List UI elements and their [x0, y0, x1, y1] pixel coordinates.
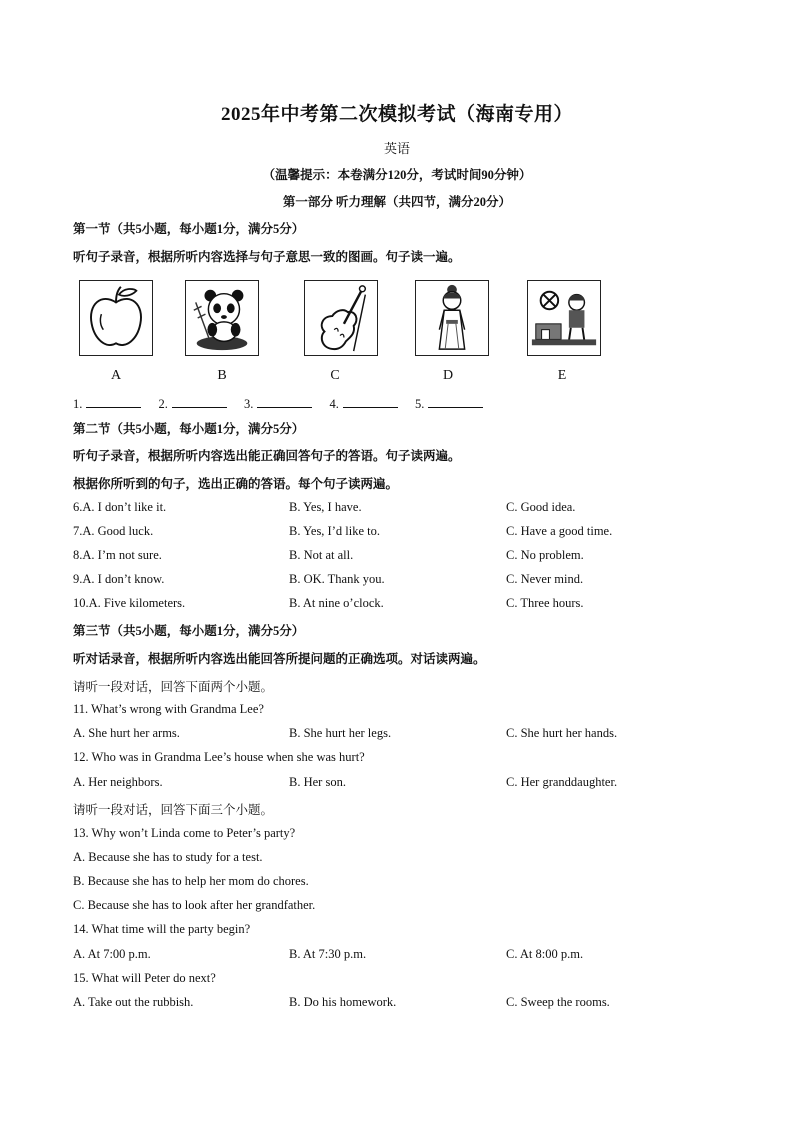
question-14: 14. What time will the party begin?: [73, 922, 251, 936]
section2-heading: 第二节（共5小题，每小题1分，满分5分）: [73, 422, 305, 436]
girl-hanfu-icon: [416, 281, 488, 355]
exam-tip: （温馨提示：本卷满分120分，考试时间90分钟）: [262, 168, 532, 182]
picture-e: [527, 280, 601, 356]
option-9a: 9.A. I don’t know.: [73, 572, 165, 586]
option-11c: C. She hurt her hands.: [506, 726, 618, 740]
answer-blank[interactable]: [428, 396, 483, 408]
dialog1-intro: 请听一段对话，回答下面两个小题。: [73, 680, 274, 694]
option-13a: A. Because she has to study for a test.: [73, 850, 263, 864]
picture-b: [185, 280, 259, 356]
option-9b: B. OK. Thank you.: [289, 572, 385, 586]
question-13: 13. Why won’t Linda come to Peter’s party?: [73, 826, 296, 840]
section2-instruction-2: 根据你所听到的句子，选出正确的答语。每个句子读两遍。: [73, 477, 399, 491]
blank-label: 3.: [244, 397, 254, 411]
answer-blank[interactable]: [343, 396, 398, 408]
picture-d: [415, 280, 489, 356]
option-12a: A. Her neighbors.: [73, 775, 163, 789]
option-15c: C. Sweep the rooms.: [506, 995, 610, 1009]
picture-a: [79, 280, 153, 356]
question-11: 11. What’s wrong with Grandma Lee?: [73, 702, 264, 716]
option-13b: B. Because she has to help her mom do chores.: [73, 874, 309, 888]
answer-blank[interactable]: [172, 396, 227, 408]
option-12b: B. Her son.: [289, 775, 346, 789]
section2-instruction: 听句子录音，根据所听内容选出能正确回答句子的答语。句子读两遍。: [73, 449, 461, 463]
picture-c: [304, 280, 378, 356]
answer-blanks: [73, 396, 497, 412]
section1-heading: 第一节（共5小题，每小题1分，满分5分）: [73, 222, 305, 236]
blank-label: 5.: [415, 397, 425, 411]
part-heading: 第一部分 听力理解（共四节，满分20分）: [282, 195, 512, 209]
picture-label-b: B: [217, 368, 227, 383]
picture-label-c: C: [330, 368, 340, 383]
blank-label: 4.: [329, 397, 339, 411]
apple-icon: [80, 281, 152, 355]
option-13c: C. Because she has to look after her grandfather.: [73, 898, 316, 912]
option-10c: C. Three hours.: [506, 596, 584, 610]
option-7c: C. Have a good time.: [506, 524, 613, 538]
picture-label-e: E: [557, 368, 567, 383]
dialog2-intro: 请听一段对话，回答下面三个小题。: [73, 803, 274, 817]
section3-heading: 第三节（共5小题，每小题1分，满分5分）: [73, 624, 305, 638]
option-11a: A. She hurt her arms.: [73, 726, 180, 740]
option-7b: B. Yes, I’d like to.: [289, 524, 380, 538]
blank-label: 1.: [73, 397, 83, 411]
question-15: 15. What will Peter do next?: [73, 971, 216, 985]
option-9c: C. Never mind.: [506, 572, 584, 586]
option-8b: B. Not at all.: [289, 548, 354, 562]
subject-label: 英语: [383, 141, 410, 156]
option-8c: C. No problem.: [506, 548, 584, 562]
picture-label-d: D: [442, 368, 454, 383]
blank-label: 2.: [158, 397, 168, 411]
option-10b: B. At nine o’clock.: [289, 596, 384, 610]
option-15b: B. Do his homework.: [289, 995, 397, 1009]
option-6c: C. Good idea.: [506, 500, 576, 514]
answer-blank[interactable]: [86, 396, 141, 408]
option-7a: 7.A. Good luck.: [73, 524, 154, 538]
option-6b: B. Yes, I have.: [289, 500, 362, 514]
answer-blank[interactable]: [257, 396, 312, 408]
option-15a: A. Take out the rubbish.: [73, 995, 194, 1009]
section3-instruction: 听对话录音，根据所听内容选出能回答所提问题的正确选项。对话读两遍。: [73, 652, 486, 666]
option-6a: 6.A. I don’t like it.: [73, 500, 167, 514]
question-12: 12. Who was in Grandma Lee’s house when she was hurt?: [73, 750, 365, 764]
option-11b: B. She hurt her legs.: [289, 726, 392, 740]
option-14b: B. At 7:30 p.m.: [289, 947, 367, 961]
option-10a: 10.A. Five kilometers.: [73, 596, 186, 610]
section1-instruction: 听句子录音，根据所听内容选择与句子意思一致的图画。句子读一遍。: [73, 250, 461, 264]
option-8a: 8.A. I’m not sure.: [73, 548, 162, 562]
option-12c: C. Her granddaughter.: [506, 775, 618, 789]
panda-icon: [186, 281, 258, 355]
exam-title: 2025年中考第二次模拟考试（海南专用）: [220, 104, 573, 125]
violin-icon: [305, 281, 377, 355]
picture-label-a: A: [110, 368, 122, 383]
no-littering-icon: [528, 281, 600, 355]
option-14a: A. At 7:00 p.m.: [73, 947, 151, 961]
option-14c: C. At 8:00 p.m.: [506, 947, 584, 961]
